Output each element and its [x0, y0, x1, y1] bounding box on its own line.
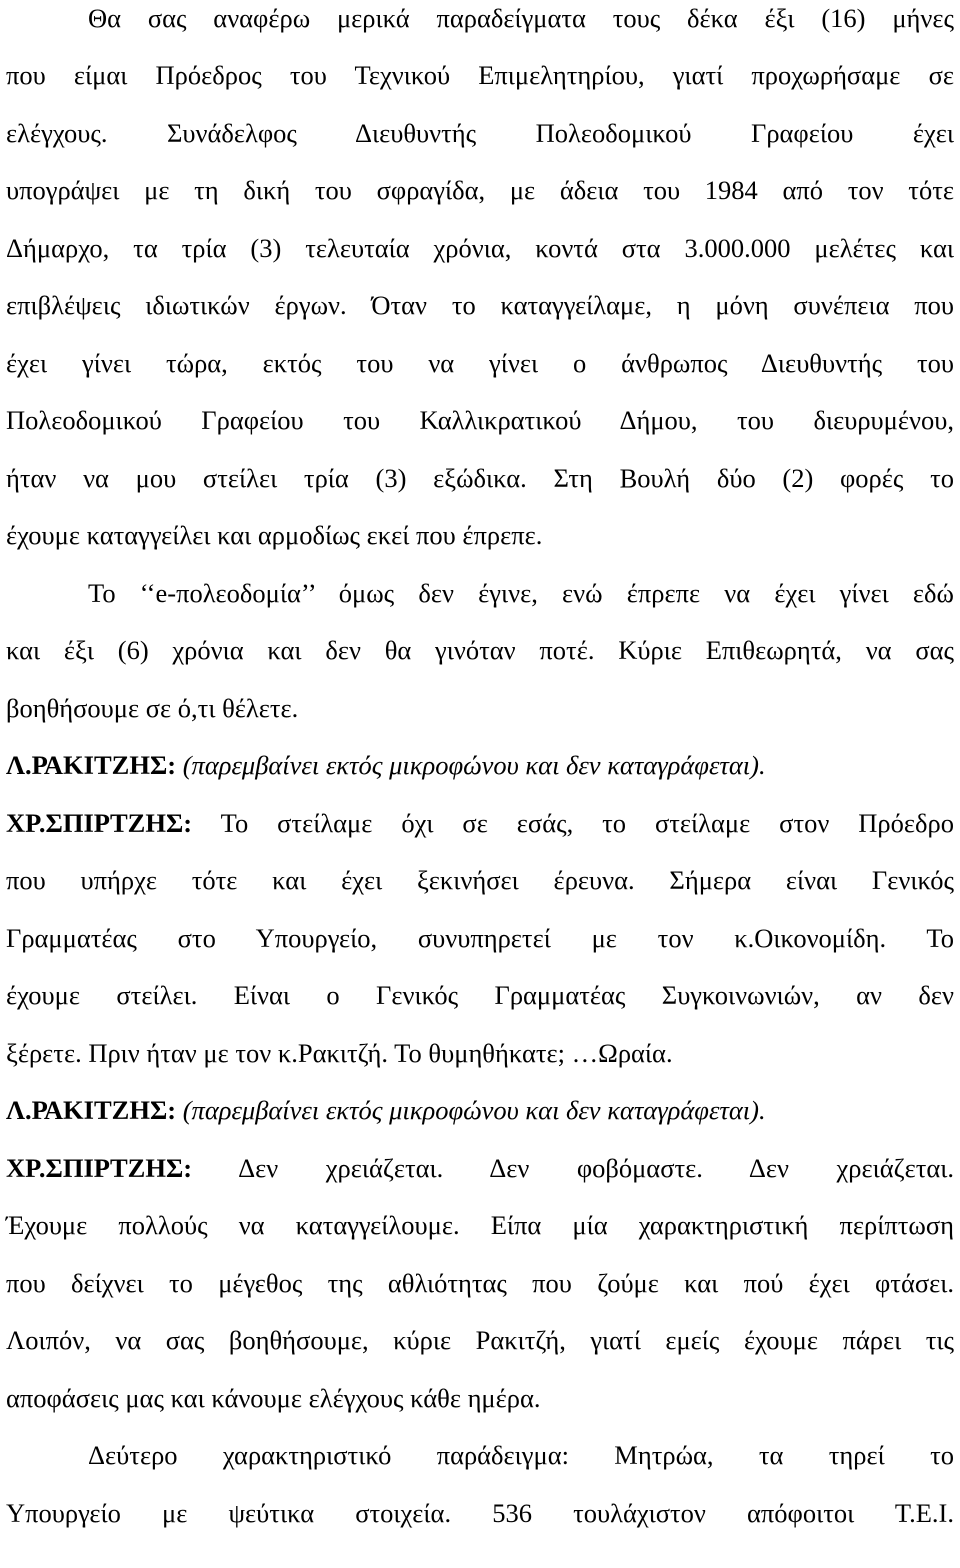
text-line: ήταν να μου στείλει τρία (3) εξώδικα. Στη Βουλή δύο (2) φορές το: [6, 463, 954, 493]
speaker-line: [6, 1148, 954, 1188]
text-line: ξέρετε. Πριν ήταν με τον κ.Ρακιτζή. Το θυμηθήκατε; …Ωραία.: [6, 1038, 673, 1068]
text-line: υπογράψει με τη δική του σφραγίδα, με άδεια του 1984 από τον τότε: [6, 175, 954, 205]
speaker-name: ΧΡ.ΣΠΙΡΤΖΗΣ:: [6, 1153, 193, 1183]
text-line: αποφάσεις μας και κάνουμε ελέγχους κάθε ημέρα.: [6, 1383, 541, 1413]
text-line: Υπουργείο με ψεύτικα στοιχεία. 536 τουλάχιστον απόφοιτοι Τ.Ε.Ι.: [6, 1498, 954, 1528]
text-line: επιβλέψεις ιδιωτικών έργων. Όταν το καταγγείλαμε, η μόνη συνέπεια που: [6, 290, 954, 320]
text-line: Λοιπόν, να σας βοηθήσουμε, κύριε Ρακιτζή, γιατί εμείς έχουμε πάρει τις: [6, 1325, 954, 1355]
text-line: Θα σας αναφέρω μερικά παραδείγματα τους δέκα έξι (16) μήνες: [88, 3, 954, 33]
text-line: και έξι (6) χρόνια και δεν θα γινόταν ποτέ. Κύριε Επιθεωρητά, να σας: [6, 635, 954, 665]
speaker-name: Λ.ΡΑΚΙΤΖΗΣ:: [6, 1095, 177, 1125]
text-line: ελέγχους. Συνάδελφος Διευθυντής Πολεοδομικού Γραφείου έχει: [6, 118, 954, 148]
speaker-name: ΧΡ.ΣΠΙΡΤΖΗΣ:: [6, 808, 193, 838]
text-line: Δήμαρχο, τα τρία (3) τελευταία χρόνια, κοντά στα 3.000.000 μελέτες και: [6, 233, 954, 263]
text-line: Πολεοδομικού Γραφείου του Καλλικρατικού Δήμου, του διευρυμένου,: [6, 405, 954, 435]
text-line: που υπήρχε τότε και έχει ξεκινήσει έρευνα. Σήμερα είναι Γενικός: [6, 865, 954, 895]
speaker-line: [6, 803, 954, 843]
text-line: Έχουμε πολλούς να καταγγείλουμε. Είπα μία χαρακτηριστική περίπτωση: [6, 1210, 954, 1240]
text-line: έχουμε καταγγείλει και αρμοδίως εκεί που έπρεπε.: [6, 520, 543, 550]
stage-direction: (παρεμβαίνει εκτός μικροφώνου και δεν καταγράφεται).: [182, 1095, 766, 1125]
text-line: Γραμματέας στο Υπουργείο, συνυπηρετεί με τον κ.Οικονομίδη. Το: [6, 923, 954, 953]
text-line: έχουμε στείλει. Είναι ο Γενικός Γραμματέας Συγκοινωνιών, αν δεν: [6, 980, 954, 1010]
speaker-line: [6, 745, 954, 785]
text-line: που δείχνει το μέγεθος της αθλιότητας που ζούμε και πού έχει φτάσει.: [6, 1268, 954, 1298]
speech-text: Το στείλαμε όχι σε εσάς, το στείλαμε στον Πρόεδρο: [220, 808, 954, 838]
speaker-line: [6, 1090, 954, 1130]
speech-text: Δεν χρειάζεται. Δεν φοβόμαστε. Δεν χρειάζεται.: [238, 1153, 954, 1183]
text-line: Το ‘‘e-πολεοδομία’’ όμως δεν έγινε, ενώ έπρεπε να έχει γίνει εδώ: [88, 578, 954, 608]
text-line: Δεύτερο χαρακτηριστικό παράδειγμα: Μητρώα, τα τηρεί το: [88, 1440, 954, 1470]
stage-direction: (παρεμβαίνει εκτός μικροφώνου και δεν καταγράφεται).: [182, 750, 766, 780]
text-line: έχει γίνει τώρα, εκτός του να γίνει ο άνθρωπος Διευθυντής του: [6, 348, 954, 378]
text-line: που είμαι Πρόεδρος του Τεχνικού Επιμελητηρίου, γιατί προχωρήσαμε σε: [6, 60, 954, 90]
text-line: βοηθήσουμε σε ό,τι θέλετε.: [6, 693, 299, 723]
speaker-name: Λ.ΡΑΚΙΤΖΗΣ:: [6, 750, 177, 780]
